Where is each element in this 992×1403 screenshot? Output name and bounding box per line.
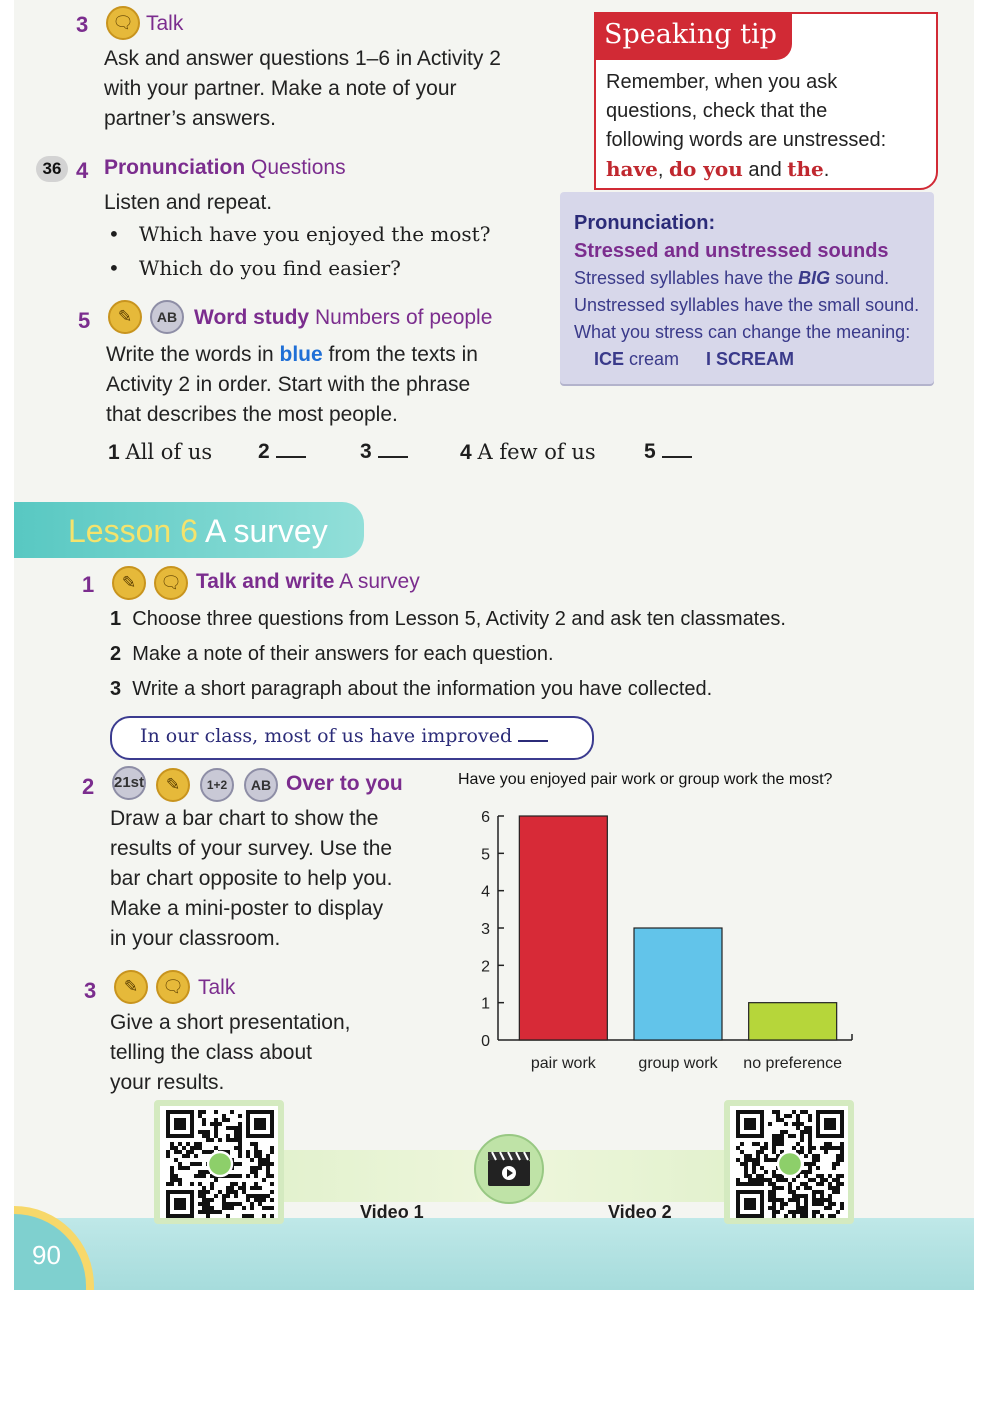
video-button[interactable]: [474, 1134, 544, 1204]
text-part: .: [823, 159, 830, 181]
speech-bubble-icon: 🗨: [156, 970, 190, 1004]
example-sentence: [140, 725, 548, 747]
bullet-item: • Which have you enjoyed the most?: [108, 222, 491, 246]
activity-text: [110, 804, 393, 954]
write-icon: ✎: [156, 768, 190, 802]
blue-word: blue: [279, 343, 323, 366]
answer-number: 1: [108, 441, 120, 464]
text-line: your results.: [110, 1071, 225, 1094]
qr-code-video-2[interactable]: [724, 1100, 854, 1224]
bullet-text: Which do you find easier?: [138, 256, 401, 280]
answer-number: 5: [644, 440, 656, 463]
text-part: sound.: [830, 268, 890, 288]
text-line: Draw a bar chart to show the: [110, 807, 379, 830]
activity-title: Talk: [146, 12, 184, 35]
activity-title: [104, 156, 346, 180]
step-text: Write a short paragraph about the information you have collected.: [132, 678, 713, 700]
answer-5: [644, 440, 692, 464]
title-main: Talk and write: [196, 570, 335, 593]
step: [110, 672, 786, 707]
example-sentence-box: [110, 716, 594, 760]
activity-text: [110, 1008, 350, 1098]
title-main: Pronunciation: [104, 156, 246, 179]
qr-code-icon: [166, 1110, 274, 1218]
activity-number: 3: [84, 978, 97, 1003]
pron-line: Unstressed syllables have the small sound.: [574, 295, 920, 315]
bar: [634, 928, 722, 1040]
text-line: results of your survey. Use the: [110, 837, 393, 860]
answer-blank[interactable]: [276, 456, 306, 458]
text-line: telling the class about: [110, 1041, 312, 1064]
step: [110, 602, 786, 637]
text-part: from the texts in: [322, 343, 478, 366]
text-part: cream: [624, 349, 680, 369]
text-part: ,: [657, 159, 669, 181]
text-line: in your classroom.: [110, 927, 281, 950]
text-line: bar chart opposite to help you.: [110, 867, 393, 890]
step-number: 2: [110, 643, 122, 665]
big-word: BIG: [798, 268, 831, 288]
pron-title: Pronunciation:: [574, 212, 716, 234]
page-number: 90: [32, 1240, 61, 1270]
answer-2: [258, 440, 306, 464]
speaking-tip-title: Speaking tip: [594, 12, 792, 60]
x-tick-label: no preference: [743, 1055, 843, 1072]
x-tick-label: pair work: [530, 1055, 596, 1072]
audio-track-badge[interactable]: 36: [36, 156, 68, 182]
text-line: Make a mini-poster to display: [110, 897, 384, 920]
unstressed-word: have: [606, 157, 658, 181]
speaking-tip-box: [594, 12, 938, 190]
activity-number: 1: [82, 572, 95, 597]
chart-title: Have you enjoyed pair work or group work the most?: [458, 771, 833, 788]
text-line: Ask and answer questions 1–6 in Activity 2: [104, 47, 501, 70]
answer-1: [108, 440, 212, 465]
bar: [749, 1003, 837, 1040]
text-line: Give a short presentation,: [110, 1011, 351, 1034]
clapperboard-icon: [476, 1136, 542, 1202]
y-tick-label: 5: [481, 846, 490, 864]
answer-3: [360, 440, 408, 464]
qr-code-icon: [736, 1110, 844, 1218]
example-blank: [518, 740, 548, 742]
speech-bubble-icon: 🗨: [154, 566, 188, 600]
text-line: following words are unstressed:: [606, 129, 887, 151]
write-icon: ✎: [108, 300, 142, 334]
answer-blank[interactable]: [378, 456, 408, 458]
example-text: In our class, most of us have improved: [140, 725, 513, 747]
unstressed-word: the: [787, 157, 824, 181]
pron-line: [574, 268, 889, 289]
y-tick-label: 1: [481, 995, 490, 1013]
step-text: Choose three questions from Lesson 5, Activity 2 and ask ten classmates.: [132, 608, 786, 630]
activity-title: Talk: [198, 976, 236, 999]
text-line: with your partner. Make a note of your: [104, 77, 457, 100]
activity-title: [194, 306, 492, 330]
unstressed-word: do you: [668, 157, 743, 181]
activity-text: [104, 44, 501, 134]
instruction: Listen and repeat.: [104, 191, 273, 214]
x-tick-label: group work: [638, 1055, 718, 1072]
title-sub: Numbers of people: [314, 306, 493, 329]
speech-bubble-icon: 🗨: [106, 6, 140, 40]
text-line: [606, 155, 928, 185]
activity-book-icon: AB: [244, 768, 278, 802]
video-2-label[interactable]: Video 2: [608, 1202, 672, 1222]
footer-band: [14, 1218, 974, 1290]
pron-subtitle: Stressed and unstressed sounds: [574, 240, 889, 262]
activity-number: 4: [76, 158, 89, 183]
speaking-tip-text: [606, 68, 928, 185]
text-line: partner’s answers.: [104, 107, 276, 130]
step-number: 3: [110, 678, 122, 700]
pron-line: What you stress can change the meaning:: [574, 322, 911, 342]
y-tick-label: 0: [481, 1033, 490, 1050]
y-tick-label: 4: [481, 883, 490, 901]
bullet-item: • Which do you find easier?: [108, 256, 401, 280]
write-icon: ✎: [114, 970, 148, 1004]
title-main: Word study: [194, 306, 310, 329]
title-sub: Questions: [251, 156, 346, 179]
y-tick-label: 6: [481, 809, 490, 826]
answer-number: 4: [460, 441, 472, 464]
text-line: Remember, when you ask: [606, 71, 838, 93]
activity-text: [106, 340, 478, 430]
activity-title: Over to you: [286, 772, 403, 795]
text-part: Stressed syllables have the: [574, 268, 799, 288]
video-1-label[interactable]: Video 1: [360, 1202, 424, 1222]
maths-icon: 1+2: [200, 768, 234, 802]
answer-4: [460, 440, 596, 465]
21st-century-skills-icon: 21st: [112, 766, 146, 800]
text-line: Activity 2 in order. Start with the phrase: [106, 373, 471, 396]
bar-chart: [454, 764, 894, 1084]
activity-number: 3: [76, 12, 89, 37]
bullet-text: Which have you enjoyed the most?: [138, 222, 491, 246]
answer-number: 3: [360, 440, 372, 463]
page: [14, 0, 974, 1290]
write-icon: ✎: [112, 566, 146, 600]
lesson-name: A survey: [205, 513, 328, 549]
text-line: that describes the most people.: [106, 403, 398, 426]
answer-text: All of us: [125, 440, 213, 464]
qr-code-video-1[interactable]: [154, 1100, 284, 1224]
text-line: questions, check that the: [606, 100, 828, 122]
pron-example-2: I SCREAM: [706, 349, 795, 369]
text-line: [106, 340, 478, 370]
y-tick-label: 3: [481, 921, 490, 938]
y-tick-label: 2: [481, 958, 490, 976]
activity-title: [196, 570, 420, 594]
step-text: Make a note of their answers for each question.: [132, 643, 554, 665]
bar: [519, 816, 607, 1040]
lesson-label: Lesson 6: [68, 513, 198, 549]
text-part: and: [742, 159, 788, 181]
stressed-part: ICE: [594, 349, 625, 369]
activity-book-icon: AB: [150, 300, 184, 334]
answer-blank[interactable]: [662, 456, 692, 458]
title-sub: A survey: [339, 570, 420, 593]
text-part: Write the words in: [106, 343, 280, 366]
activity-number: 2: [82, 774, 95, 799]
activity-number: 5: [78, 308, 91, 333]
answer-number: 2: [258, 440, 270, 463]
answer-text: A few of us: [477, 440, 596, 464]
pron-example-1: [594, 349, 679, 370]
lesson-title: [68, 513, 328, 550]
steps-list: [110, 602, 786, 707]
pronunciation-box: [560, 192, 934, 384]
step-number: 1: [110, 608, 122, 630]
step: [110, 637, 786, 672]
